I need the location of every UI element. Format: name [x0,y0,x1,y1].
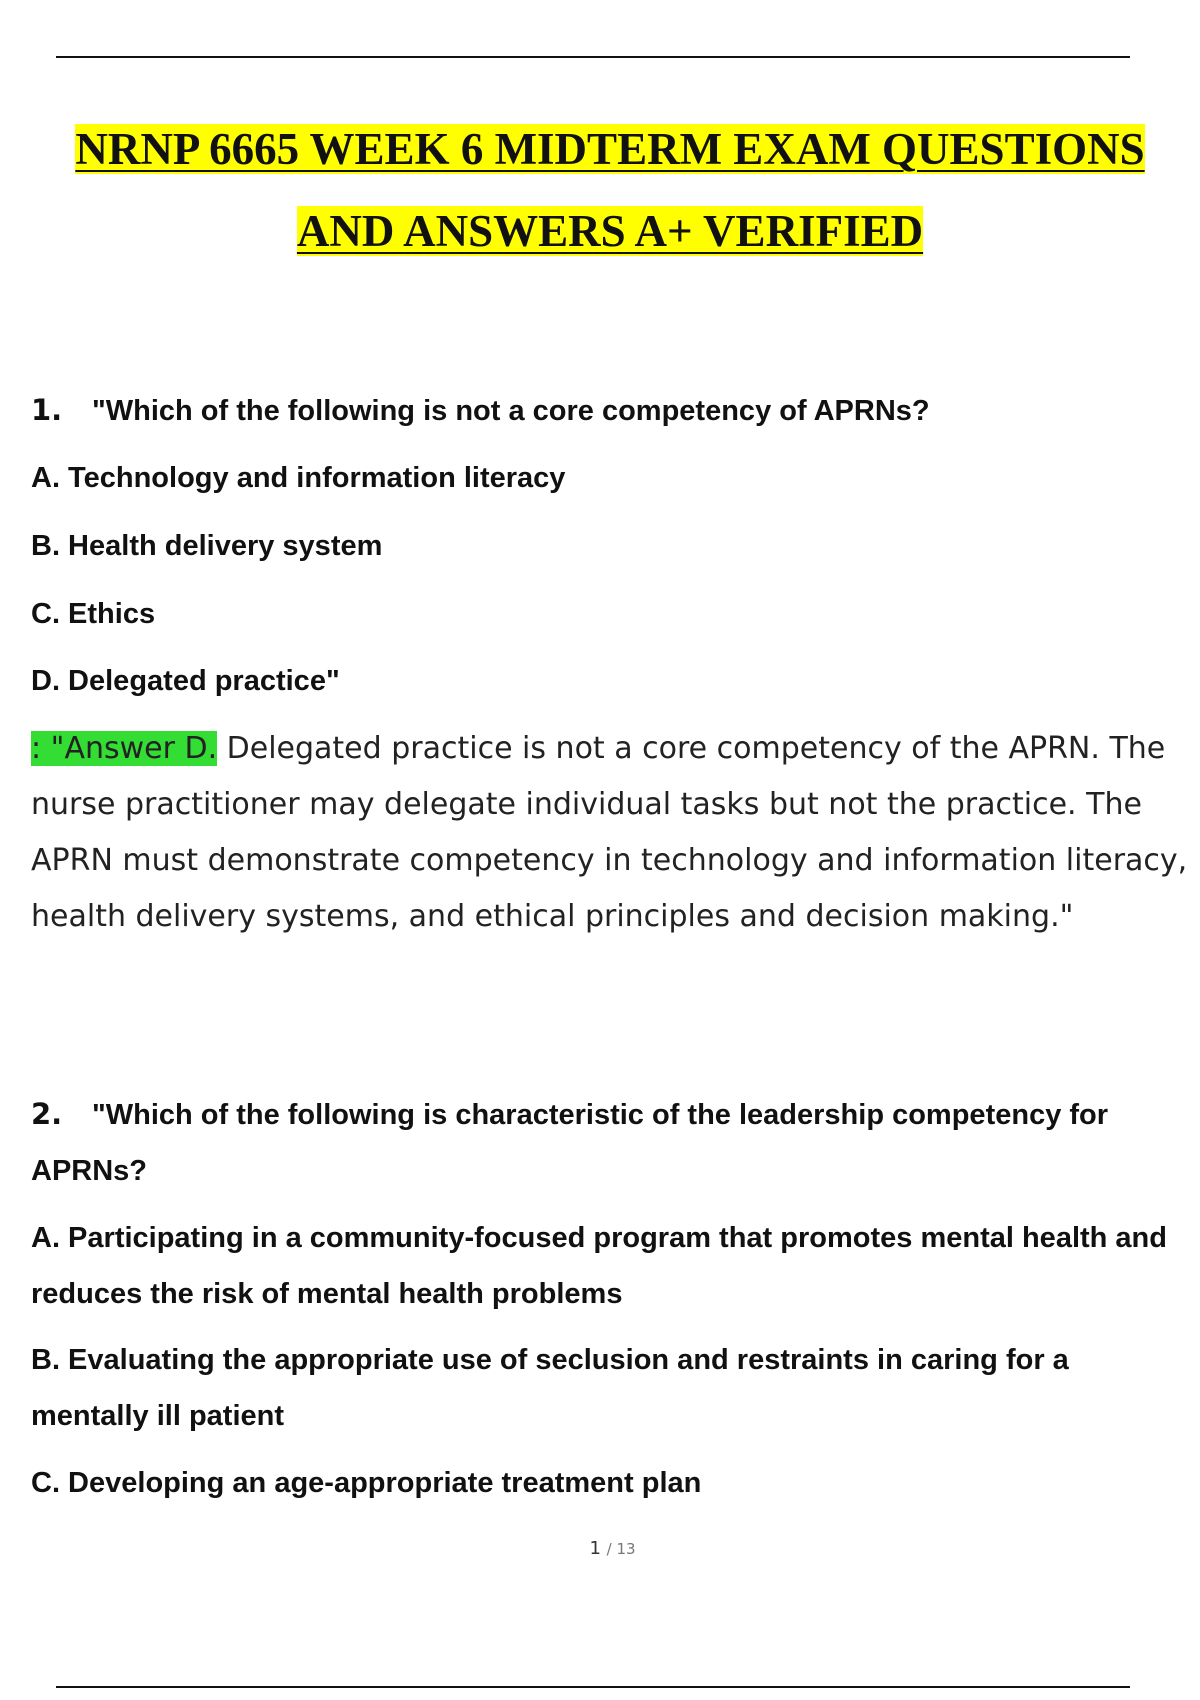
bottom-divider [56,1686,1130,1688]
q1-option-c: C. Ethics [31,598,156,630]
title-line-1: NRNP 6665 WEEK 6 MIDTERM EXAM QUESTIONS [75,124,1145,174]
q1-option-a: A. Technology and information literacy [31,462,566,494]
current-page: 1 [589,1538,601,1559]
question-text: "Which of the following is characteristic of the leadership competency for APRNs? [31,1099,1109,1187]
q1-option-d: D. Delegated practice" [31,665,340,697]
question-text: "Which of the following is not a core competency of APRNs? [92,395,930,427]
question-number: 2. [31,1097,63,1131]
q1-answer [31,721,1191,945]
total-pages: / 13 [606,1540,636,1558]
question-1 [31,382,1181,439]
q1-option-b: B. Health delivery system [31,530,383,562]
answer-explanation: Delegated practice is not a core competency of the APRN. The nurse practitioner may delegate individual tasks but not the practice. The APRN must demonstrate competency in technology and information literacy, health delivery systems, and ethical principles and decision making." [31,731,1188,934]
q2-option-b: B. Evaluating the appropriate use of seclusion and restraints in caring for a mentally ill patient [31,1344,1069,1432]
page-indicator [0,1538,1200,1559]
question-number: 1. [31,393,63,427]
top-divider [56,56,1130,58]
document-title [20,108,1200,272]
q2-option-c: C. Developing an age-appropriate treatment plan [31,1467,702,1499]
question-2 [31,1086,1181,1199]
q2-option-a: A. Participating in a community-focused program that promotes mental health and reduces the risk of mental health problems [31,1222,1167,1310]
answer-label: : "Answer D. [31,731,218,766]
title-line-2: AND ANSWERS A+ VERIFIED [296,206,924,256]
